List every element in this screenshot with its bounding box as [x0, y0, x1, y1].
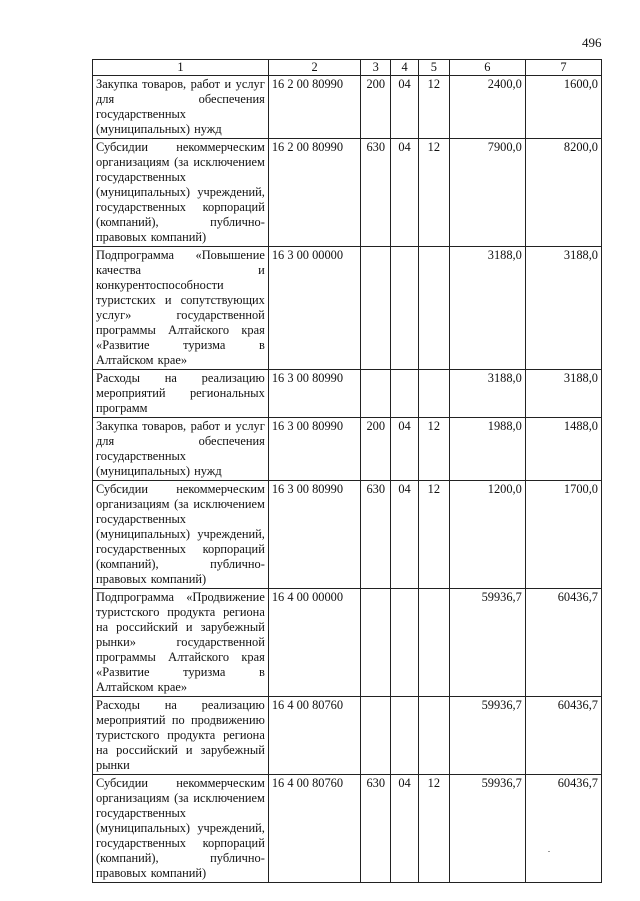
expense-type-code [361, 370, 391, 418]
table-row [93, 370, 602, 418]
target-article-code: 16 4 00 80760 [268, 697, 361, 775]
section-code [391, 697, 419, 775]
column-header: 6 [449, 60, 525, 76]
expenditure-description: Закупка товаров, работ и услуг для обеспечения государственных (муниципальных) нужд [93, 418, 269, 481]
subsection-code: 12 [418, 139, 449, 247]
column-header: 3 [361, 60, 391, 76]
amount-year-1: 7900,0 [449, 139, 525, 247]
section-code: 04 [391, 76, 419, 139]
table-row [93, 418, 602, 481]
amount-year-2: 1700,0 [525, 481, 601, 589]
target-article-code: 16 4 00 80760 [268, 775, 361, 883]
column-header: 4 [391, 60, 419, 76]
expense-type-code [361, 697, 391, 775]
amount-year-2: 60436,7 [525, 697, 601, 775]
target-article-code: 16 3 00 80990 [268, 481, 361, 589]
section-code [391, 247, 419, 370]
amount-year-1: 59936,7 [449, 697, 525, 775]
target-article-code: 16 4 00 00000 [268, 589, 361, 697]
table-row [93, 76, 602, 139]
subsection-code: 12 [418, 418, 449, 481]
subsection-code: 12 [418, 76, 449, 139]
amount-year-2: 1600,0 [525, 76, 601, 139]
table-row [93, 481, 602, 589]
amount-year-1: 59936,7 [449, 775, 525, 883]
expenditure-description: Подпрограмма «Повышение качества и конкурентоспособности туристских и сопутствующих услуг» государственной программы Алтайского края «Развитие туризма в Алтайском крае» [93, 247, 269, 370]
expenditure-description: Субсидии некоммерческим организациям (за исключением государственных (муниципальных) учреждений, государственных корпораций (компаний), публично-правовых компаний) [93, 139, 269, 247]
budget-table [92, 59, 602, 883]
expense-type-code: 200 [361, 418, 391, 481]
subsection-code: 12 [418, 481, 449, 589]
amount-year-1: 2400,0 [449, 76, 525, 139]
table-row [93, 139, 602, 247]
target-article-code: 16 3 00 00000 [268, 247, 361, 370]
expense-type-code [361, 589, 391, 697]
expenditure-description: Закупка товаров, работ и услуг для обеспечения государственных (муниципальных) нужд [93, 76, 269, 139]
expense-type-code: 630 [361, 481, 391, 589]
amount-year-2: 60436,7 [525, 775, 601, 883]
amount-year-1: 3188,0 [449, 370, 525, 418]
section-code: 04 [391, 775, 419, 883]
subsection-code: 12 [418, 775, 449, 883]
expense-type-code: 630 [361, 775, 391, 883]
section-code: 04 [391, 418, 419, 481]
amount-year-1: 1988,0 [449, 418, 525, 481]
expenditure-description: Субсидии некоммерческим организациям (за исключением государственных (муниципальных) учреждений, государственных корпораций (компаний), публично-правовых компаний) [93, 775, 269, 883]
amount-year-2: 1488,0 [525, 418, 601, 481]
amount-year-1: 3188,0 [449, 247, 525, 370]
expenditure-description: Субсидии некоммерческим организациям (за исключением государственных (муниципальных) учреждений, государственных корпораций (компаний), публично-правовых компаний) [93, 481, 269, 589]
section-code: 04 [391, 481, 419, 589]
amount-year-1: 1200,0 [449, 481, 525, 589]
subsection-code [418, 370, 449, 418]
expenditure-description: Подпрограмма «Продвижение туристского продукта региона на российский и зарубежный рынки» государственной программы Алтайского края «Развитие туризма в Алтайском крае» [93, 589, 269, 697]
expense-type-code [361, 247, 391, 370]
scan-speck [548, 851, 550, 852]
column-header: 5 [418, 60, 449, 76]
column-header: 2 [268, 60, 361, 76]
target-article-code: 16 2 00 80990 [268, 76, 361, 139]
section-code [391, 589, 419, 697]
expenditure-description: Расходы на реализацию мероприятий по продвижению туристского продукта региона на российский и зарубежный рынки [93, 697, 269, 775]
target-article-code: 16 2 00 80990 [268, 139, 361, 247]
table-row [93, 589, 602, 697]
column-header: 1 [93, 60, 269, 76]
subsection-code [418, 589, 449, 697]
expense-type-code: 200 [361, 76, 391, 139]
table-row [93, 247, 602, 370]
page-number: 496 [582, 35, 602, 50]
expense-type-code: 630 [361, 139, 391, 247]
section-code: 04 [391, 139, 419, 247]
section-code [391, 370, 419, 418]
subsection-code [418, 247, 449, 370]
table-row [93, 697, 602, 775]
table-header-row [93, 60, 602, 76]
amount-year-2: 3188,0 [525, 370, 601, 418]
amount-year-2: 8200,0 [525, 139, 601, 247]
target-article-code: 16 3 00 80990 [268, 418, 361, 481]
amount-year-2: 60436,7 [525, 589, 601, 697]
amount-year-2: 3188,0 [525, 247, 601, 370]
table-row [93, 775, 602, 883]
subsection-code [418, 697, 449, 775]
target-article-code: 16 3 00 80990 [268, 370, 361, 418]
column-header: 7 [525, 60, 601, 76]
expenditure-description: Расходы на реализацию мероприятий региональных программ [93, 370, 269, 418]
amount-year-1: 59936,7 [449, 589, 525, 697]
